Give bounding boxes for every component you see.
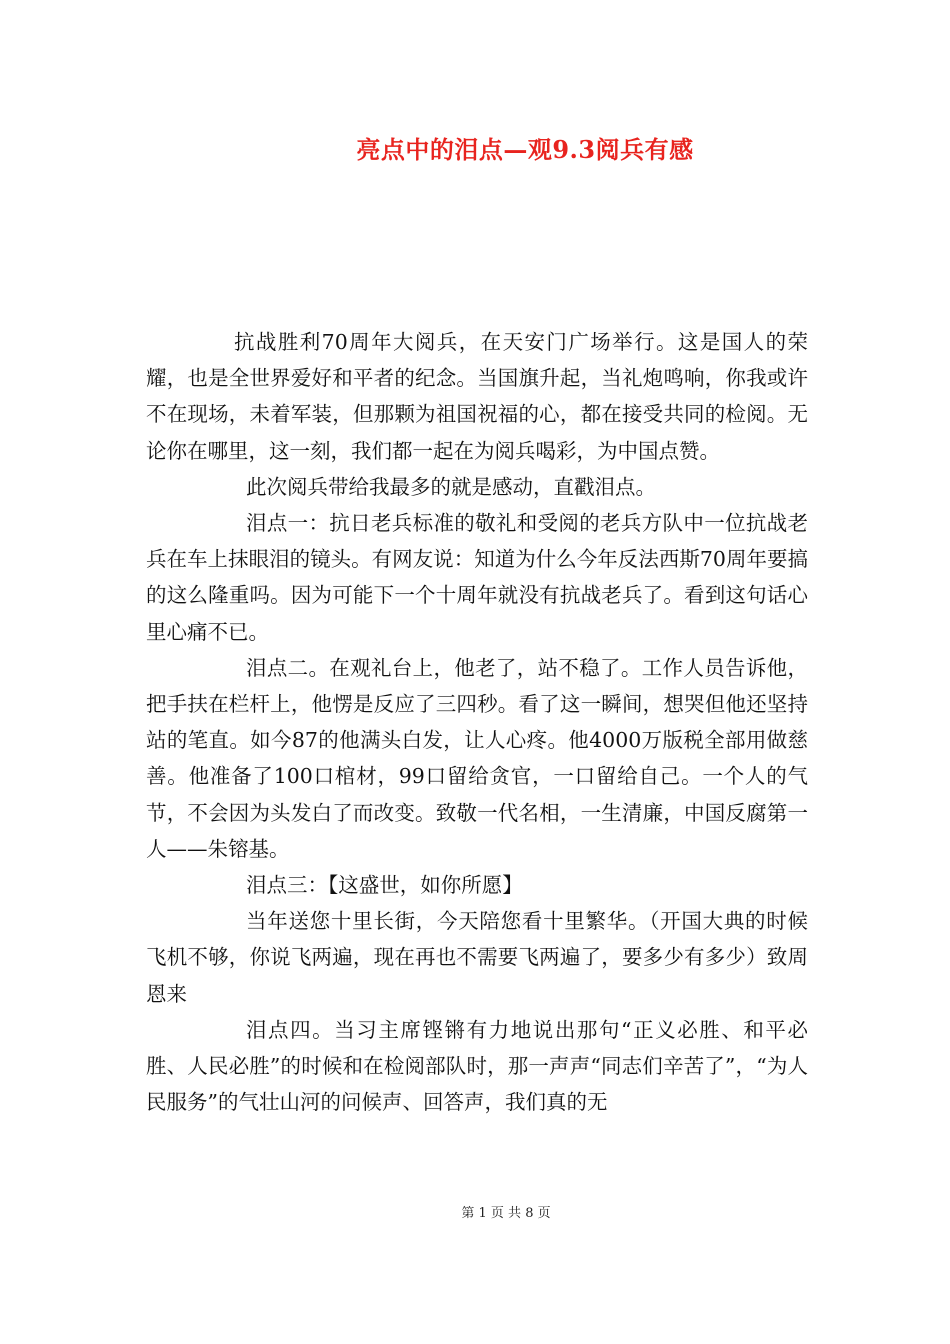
- paragraph-tear-point-3: 当年送您十里长街，今天陪您看十里繁华。（开国大典的时候飞机不够，你说飞两遍，现在再也不需要飞两遍了，要多少有多少）致周恩来: [146, 909, 808, 1006]
- page-footer: [0, 1205, 950, 1223]
- page-number-label: 第 1 页 共 8 页: [461, 1206, 551, 1221]
- document-body: [146, 324, 808, 1120]
- paragraph-tear-point-4: 泪点四。当习主席铿锵有力地说出那句“正义必胜、和平必胜、人民必胜”的时候和在检阅部队时，那一声声“同志们辛苦了”，“为人民服务”的气壮山河的问候声、回答声，我们真的无: [146, 1017, 808, 1115]
- paragraph-tear-point-3-heading: 泪点三：【这盛世，如你所愿】: [246, 873, 523, 898]
- paragraph-tear-point-2: 泪点二。在观礼台上，他老了，站不稳了。工作人员告诉他，把手扶在栏杆上，他愣是反应了三四秒。看了这一瞬间，想哭但他还坚持站的笔直。如今87的他满头白发，让人心疼。他4000万版税全部用做慈善。他准备了100口棺材，99口留给贪官，一口留给自己。一个人的气节，不会因为头发白了而改变。致敬一代名相，一生清廉，中国反腐第一人——朱镕基。: [146, 655, 808, 861]
- paragraph-tear-point-1: 泪点一：抗日老兵标准的敬礼和受阅的老兵方队中一位抗战老兵在车上抹眼泪的镜头。有网友说：知道为什么今年反法西斯70周年要搞的这么隆重吗。因为可能下一个十周年就没有抗战老兵了。看到这句话心里心痛不已。: [146, 511, 808, 644]
- paragraph-intro: 抗战胜利70周年大阅兵，在天安门广场举行。这是国人的荣耀，也是全世界爱好和平者的纪念。当国旗升起，当礼炮鸣响，你我或许不在现场，未着军装，但那颗为祖国祝福的心，都在接受共同的检阅。无论你在哪里，这一刻，我们都一起在为阅兵喝彩，为中国点赞。: [146, 330, 808, 463]
- document-title: 亮点中的泪点—观9.3阅兵有感: [356, 135, 694, 164]
- paragraph-summary: 此次阅兵带给我最多的就是感动，直戳泪点。: [246, 474, 656, 499]
